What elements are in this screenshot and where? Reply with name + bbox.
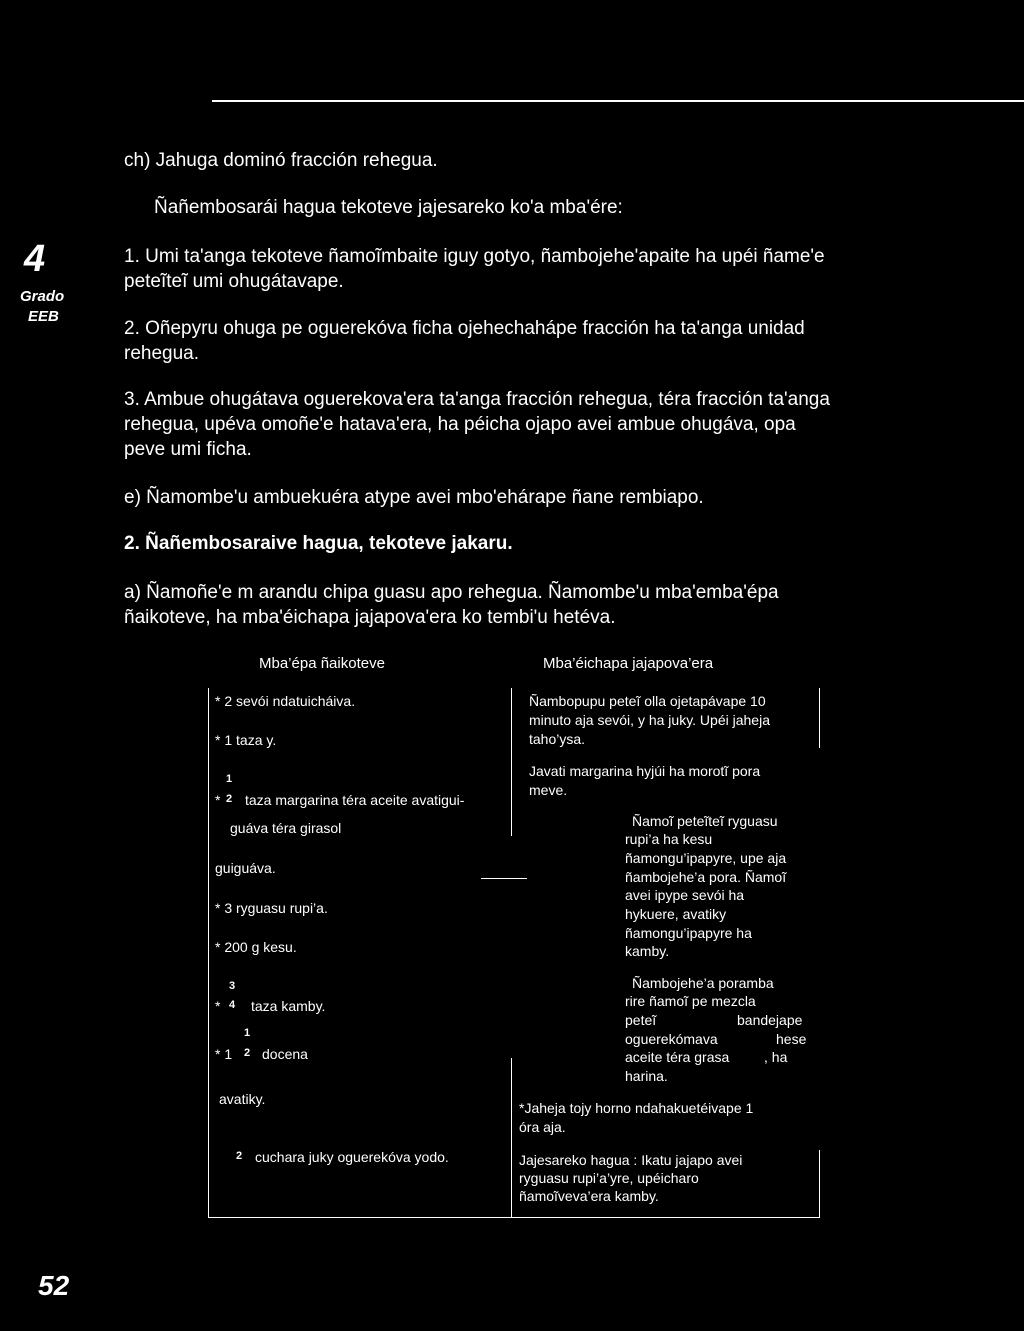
ingredient-salt: cuchara juky oguerekóva yodo. (255, 1149, 449, 1165)
fraction-numerator: 1 (226, 773, 233, 785)
tip-line-1: Jajesareko hagua : Ikatu jajapo avei (519, 1152, 743, 1168)
step-2-line-1: Javati margarina hyjúi ha morotĩ pora (529, 763, 761, 779)
grade-label: Grado (20, 288, 65, 305)
ingredient-cheese: * 200 g kesu. (215, 939, 297, 955)
tip-line-3: ñamoĩveva’era kamby. (519, 1188, 659, 1204)
step-3-line-5: avei ipype sevói ha (625, 887, 745, 903)
step-3-line-2: rupi’a ha kesu (625, 831, 713, 847)
step-4-line-6: harina. (625, 1068, 668, 1084)
step-3-line-4: ñambojehe’a pora. Ñamoĩ (625, 869, 787, 885)
ingredient-margarine-cont: guáva téra girasol (230, 820, 342, 836)
grade-level: EEB (28, 308, 59, 325)
item-a-line-1: a) Ñamoñe'e m arandu chipa guasu apo rehegua. Ñamombe'u mba'emba'épa (124, 582, 779, 603)
rule-1-line-2: peteĩteĩ umi ohugátavape. (124, 271, 344, 292)
step-1-line-3: taho’ysa. (529, 731, 586, 747)
page-number: 52 (38, 1270, 70, 1301)
step-4-line-4a: oguerekómava (625, 1031, 718, 1047)
step-3-line-1: Ñamoĩ peteĩteĩ ryguasu (632, 813, 778, 829)
ingredient-corn: docena (262, 1046, 308, 1062)
ingredient-guiguava: guiguáva. (215, 860, 276, 876)
step-4-line-3a: peteĩ (625, 1012, 657, 1028)
step-4-line-3b: bandejape (737, 1012, 803, 1028)
step-4-line-2: rire ñamoĩ pe mezcla (625, 993, 756, 1009)
rule-3-line-1: 3. Ambue ohugátava oguerekova'era ta'anga fracción rehegua, téra fracción ta'anga (124, 389, 830, 410)
ingredient-milk: taza kamby. (251, 998, 326, 1014)
step-5-line-1: *Jaheja tojy horno ndahakuetéivape 1 (519, 1100, 754, 1116)
ingredient-corn-cont: avatiky. (219, 1091, 266, 1107)
table-left-border (208, 688, 209, 1218)
col-divider-top (511, 688, 512, 836)
step-5-line-2: óra aja. (519, 1119, 566, 1135)
fraction-denominator: 2 (226, 793, 233, 805)
ingredient-margarine: taza margarina téra aceite avatigui- (245, 792, 465, 808)
step-3-line-8: kamby. (625, 943, 670, 959)
ingredient-star: * 1 (215, 1046, 233, 1062)
needs-text: Ñañembosarái hagua tekoteve jajesareko ko'a mba'ére: (154, 197, 623, 218)
rule-2-line-2: rehegua. (124, 343, 200, 364)
ingredient-star: * (215, 792, 221, 808)
step-3-line-3: ñamongu’ipapyre, upe aja (625, 850, 787, 866)
table-bottom-border (208, 1217, 820, 1218)
table-right-border (819, 1150, 820, 1218)
rule-1-line-1: 1. Umi ta'anga tekoteve ñamoĩmbaite iguy gotyo, ñambojehe'apaite ha upéi ñame'e (124, 246, 825, 267)
step-1-line-2: minuto aja sevói, y ha juky. Upéi jaheja (529, 712, 770, 728)
step-4-line-5a: aceite téra grasa (625, 1049, 730, 1065)
step-3-line-6: hykuere, avatiky (625, 906, 727, 922)
connector-line (481, 878, 527, 879)
col1-header: Mba’épa ñaikoteve (259, 655, 385, 672)
step-2-line-2: meve. (529, 782, 568, 798)
col-divider-bottom (511, 1058, 512, 1218)
step-4-line-4b: hese (776, 1031, 807, 1047)
step-3-line-7: ñamongu’ipapyre ha (625, 925, 752, 941)
rule-2-line-1: 2. Oñepyru ohuga pe oguerekóva ficha ojehechahápe fracción ha ta'anga unidad (124, 318, 805, 339)
tip-line-2: ryguasu rupi’a’yre, upéicharo (519, 1170, 699, 1186)
item-a-line-2: ñaikoteve, ha mba'éichapa jajapova'era ko tembi'u hetéva. (124, 607, 616, 628)
fraction-numerator: 2 (236, 1150, 243, 1162)
col2-header: Mba’éichapa jajapova’era (543, 655, 714, 672)
item-e: e) Ñamombe'u ambuekuéra atype avei mbo'ehárape ñane rembiapo. (124, 487, 704, 508)
ingredient-water: * 1 taza y. (215, 732, 277, 748)
ingredient-onion: * 2 sevói ndatuicháiva. (215, 693, 356, 709)
ingredient-star: * (215, 998, 221, 1014)
grade-number: 4 (24, 238, 46, 280)
rule-3-line-2: rehegua, upéva omoñe'e hatava'era, ha péicha ojapo avei ambue ohugáva, opa (124, 414, 796, 435)
section-2-heading: 2. Ñañembosaraive hagua, tekoteve jakaru. (124, 533, 513, 554)
fraction-numerator: 1 (244, 1027, 251, 1039)
table-right-border-top (819, 688, 820, 748)
fraction-denominator: 4 (229, 999, 236, 1011)
ingredient-eggs: * 3 ryguasu rupi’a. (215, 900, 328, 916)
rule-3-line-3: peve umi ficha. (124, 439, 252, 460)
header-rule (212, 100, 1024, 102)
step-4-line-5b: , ha (764, 1049, 788, 1065)
step-1-line-1: Ñambopupu peteĩ olla ojetapávape 10 (529, 693, 766, 709)
step-4-line-1: Ñambojehe’a poramba (632, 975, 774, 991)
fraction-denominator: 2 (244, 1047, 251, 1059)
item-ch: ch) Jahuga dominó fracción rehegua. (124, 150, 438, 171)
fraction-numerator: 3 (229, 980, 236, 992)
